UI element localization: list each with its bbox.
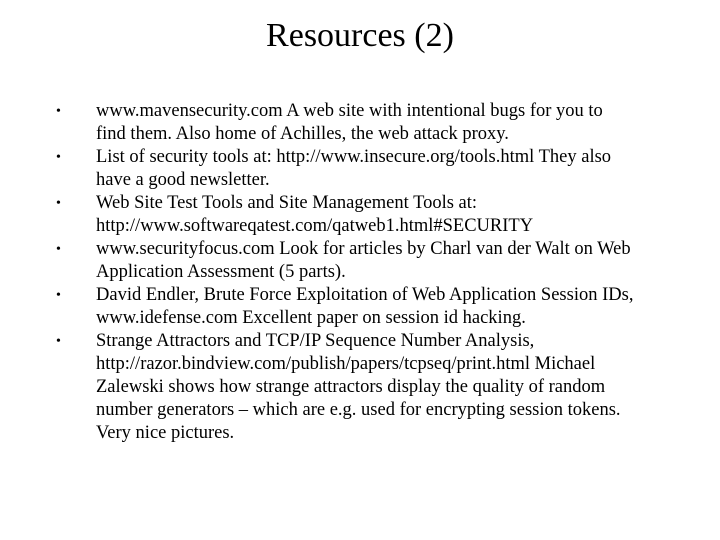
bullet-text-line: Strange Attractors and TCP/IP Sequence Number Analysis, xyxy=(96,331,535,351)
bullet-text-line: find them. Also home of Achilles, the web attack proxy. xyxy=(96,124,509,144)
bullet-text-line: http://razor.bindview.com/publish/papers/tcpseq/print.html Michael xyxy=(96,354,596,374)
bullet-icon: • xyxy=(56,150,61,165)
bullet-text-line: David Endler, Brute Force Exploitation of Web Application Session IDs, xyxy=(96,285,634,305)
bullet-icon: • xyxy=(56,196,61,211)
list-item xyxy=(56,284,684,330)
slide-title: Resources (2) xyxy=(266,17,454,54)
bullet-icon: • xyxy=(56,242,61,257)
bullet-text-line: List of security tools at: http://www.insecure.org/tools.html They also xyxy=(96,147,612,167)
list-item xyxy=(56,238,684,284)
bullet-text-line: Web Site Test Tools and Site Management Tools at: xyxy=(96,193,478,213)
bullet-icon: • xyxy=(56,334,61,349)
bullet-text-line: http://www.softwareqatest.com/qatweb1.html#SECURITY xyxy=(96,216,534,236)
bullet-text-line: Very nice pictures. xyxy=(96,423,235,443)
bullet-text-line: Application Assessment (5 parts). xyxy=(96,262,346,282)
bullet-icon: • xyxy=(56,104,61,119)
bullet-text-line: www.securityfocus.com Look for articles by Charl van der Walt on Web xyxy=(96,239,631,259)
bullet-text-line: have a good newsletter. xyxy=(96,170,270,190)
bullet-text-line: number generators – which are e.g. used for encrypting session tokens. xyxy=(96,400,621,420)
bullet-list xyxy=(56,100,684,445)
bullet-icon: • xyxy=(56,288,61,303)
list-item xyxy=(56,330,684,445)
list-item xyxy=(56,192,684,238)
bullet-text-line: www.mavensecurity.com A web site with intentional bugs for you to xyxy=(96,101,603,121)
bullet-text-line: www.idefense.com Excellent paper on session id hacking. xyxy=(96,308,526,328)
list-item xyxy=(56,100,684,146)
bullet-text-line: Zalewski shows how strange attractors display the quality of random xyxy=(96,377,606,397)
list-item xyxy=(56,146,684,192)
